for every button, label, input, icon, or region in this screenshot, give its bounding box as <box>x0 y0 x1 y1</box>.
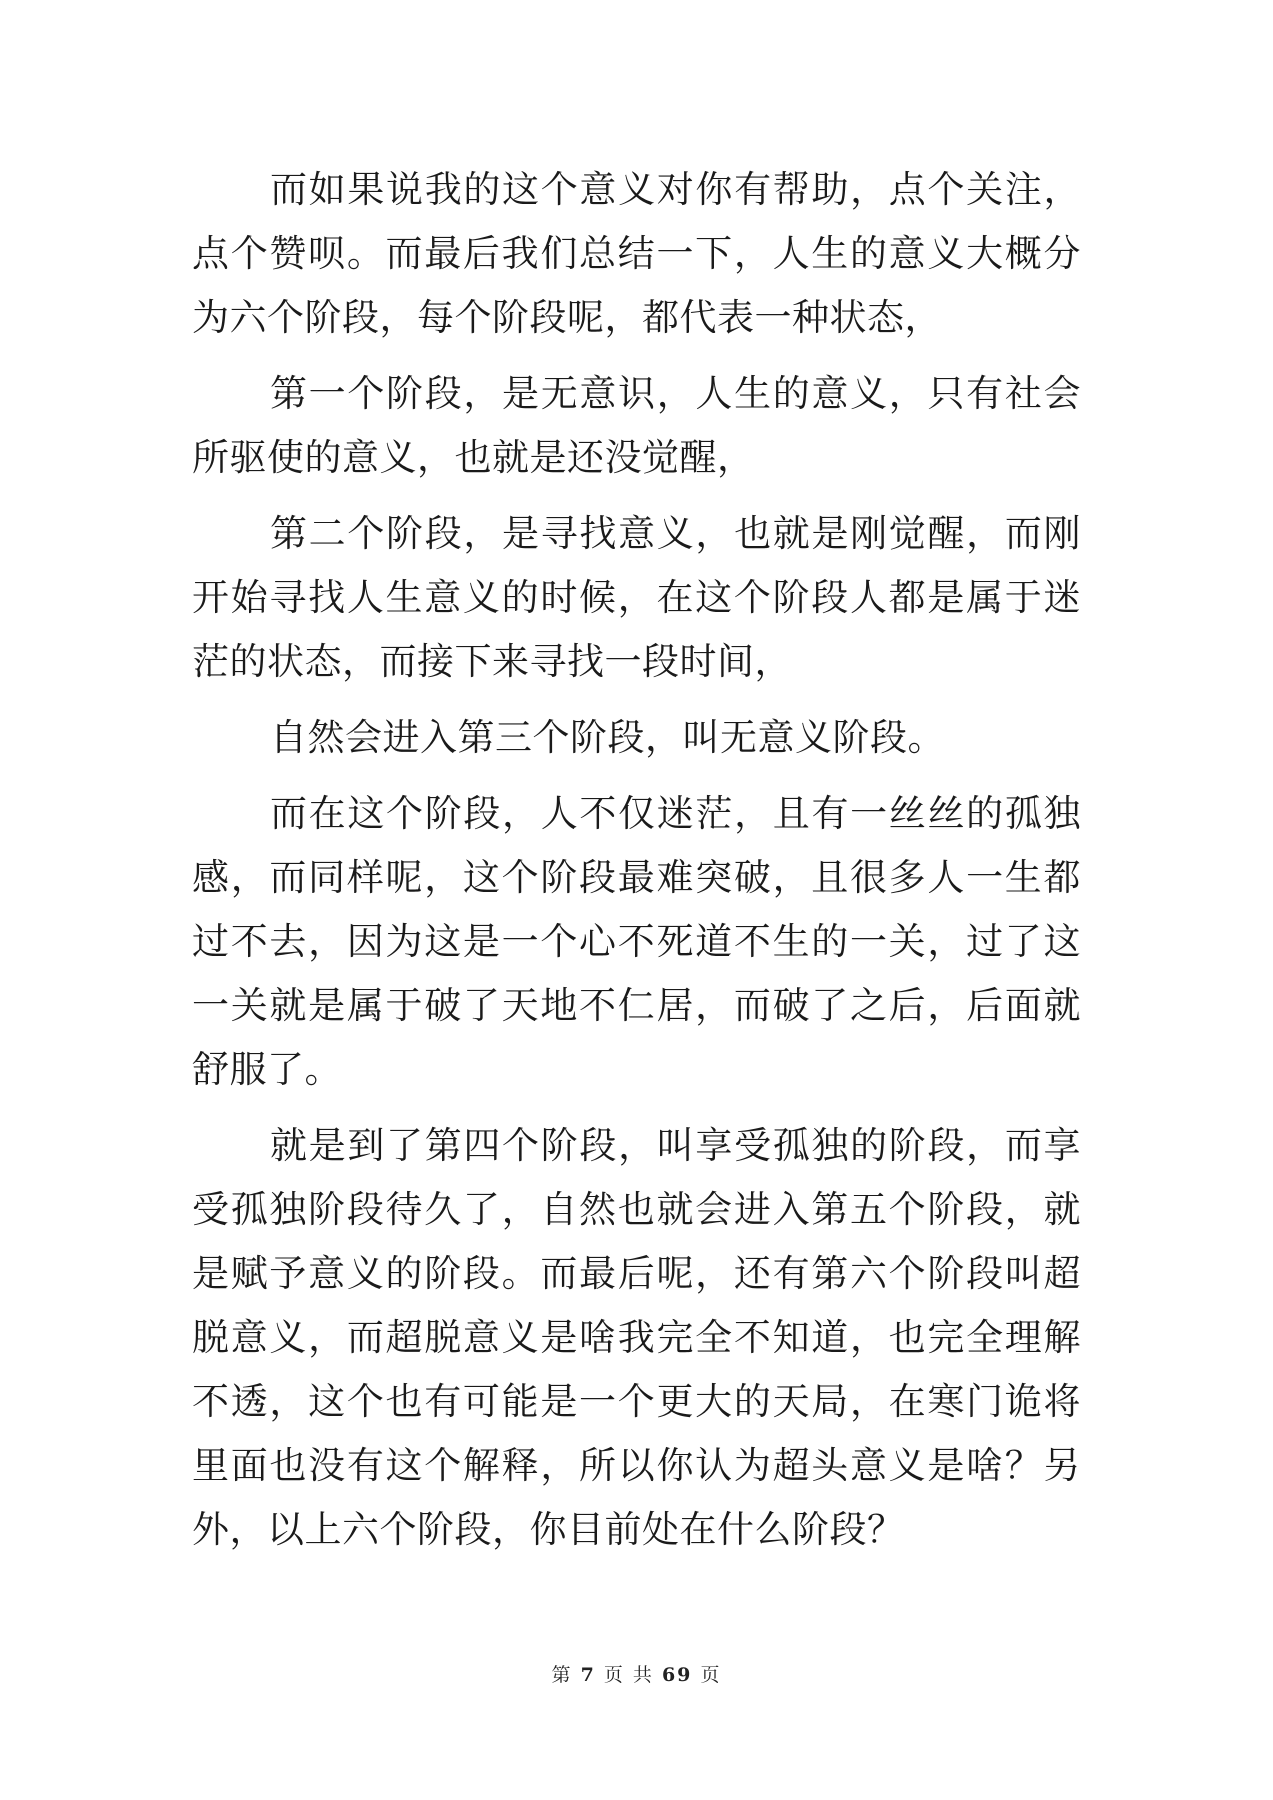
paragraph-5: 而在这个阶段，人不仅迷茫，且有一丝丝的孤独感，而同样呢，这个阶段最难突破，且很多人一生都过不去，因为这是一个心不死道不生的一关，过了这一关就是属于破了天地不仁居，而破了之后，后面就舒服了。 <box>192 792 1081 1091</box>
current-page-number: 7 <box>580 1664 596 1686</box>
footer-suffix: 页 <box>700 1664 722 1686</box>
paragraph-2: 第一个阶段，是无意识，人生的意义，只有社会所驱使的意义，也就是还没觉醒， <box>192 372 1081 479</box>
footer-middle: 页 共 <box>603 1664 654 1686</box>
document-body <box>192 158 1081 1574</box>
page-footer <box>0 1660 1273 1687</box>
paragraph-4: 自然会进入第三个阶段，叫无意义阶段。 <box>270 716 945 759</box>
total-pages-number: 69 <box>661 1664 693 1686</box>
footer-prefix: 第 <box>551 1664 573 1686</box>
paragraph-1: 而如果说我的这个意义对你有帮助，点个关注，点个赞呗。而最后我们总结一下，人生的意义大概分为六个阶段，每个阶段呢，都代表一种状态， <box>192 168 1081 339</box>
paragraph-3: 第二个阶段，是寻找意义，也就是刚觉醒，而刚开始寻找人生意义的时候，在这个阶段人都是属于迷茫的状态，而接下来寻找一段时间， <box>192 512 1081 683</box>
paragraph-6: 就是到了第四个阶段，叫享受孤独的阶段，而享受孤独阶段待久了，自然也就会进入第五个阶段，就是赋予意义的阶段。而最后呢，还有第六个阶段叫超脱意义，而超脱意义是啥我完全不知道，也完全理解不透，这个也有可能是一个更大的天局，在寒门诡将里面也没有这个解释，所以你认为超头意义是啥？另外，以上六个阶段，你目前处在什么阶段？ <box>192 1124 1081 1551</box>
